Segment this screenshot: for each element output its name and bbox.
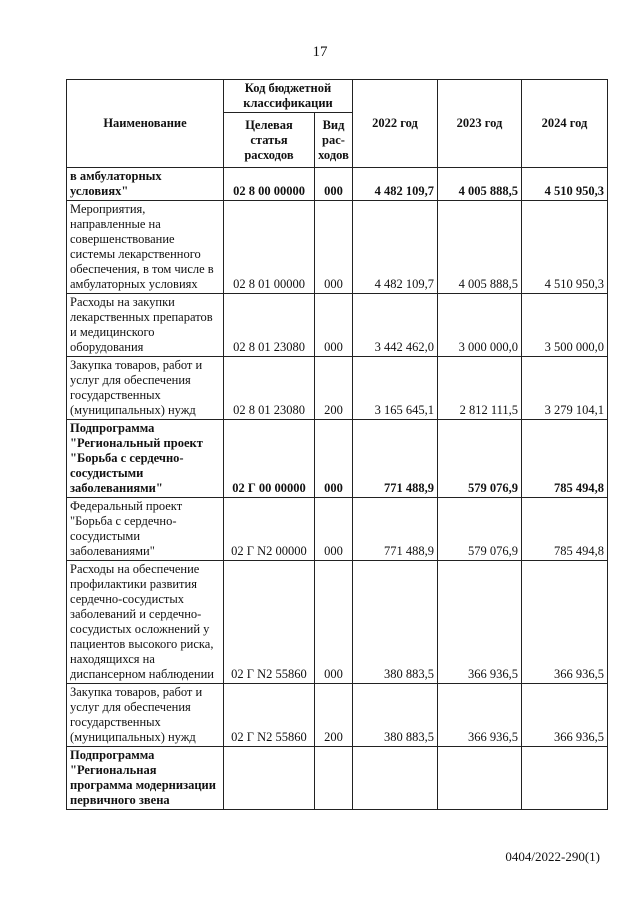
amount-2023-cell xyxy=(438,747,522,810)
amount-2023-cell: 2 812 111,5 xyxy=(438,357,522,420)
row-name-cell: Подпрограмма "Региональная программа модернизации первичного звена xyxy=(67,747,224,810)
amount-2022-cell: 3 442 462,0 xyxy=(353,294,438,357)
amount-2024-cell: 3 279 104,1 xyxy=(522,357,608,420)
amount-2022-cell: 380 883,5 xyxy=(353,684,438,747)
table-row xyxy=(67,498,608,561)
target-article-cell: 02 Г N2 00000 xyxy=(224,498,315,561)
budget-table xyxy=(66,79,608,810)
expense-kind-cell: 200 xyxy=(315,684,353,747)
header-expense-kind: Вид рас-ходов xyxy=(315,113,353,168)
header-year-2022: 2022 год xyxy=(353,80,438,168)
header-year-2024: 2024 год xyxy=(522,80,608,168)
document-code: 0404/2022-290(1) xyxy=(505,849,600,864)
expense-kind-cell xyxy=(315,747,353,810)
amount-2023-cell: 366 936,5 xyxy=(438,561,522,684)
header-target-article: Целевая статья расходов xyxy=(224,113,315,168)
table-row xyxy=(67,294,608,357)
table-row xyxy=(67,747,608,810)
row-name-cell: Закупка товаров, работ и услуг для обеспечения государственных (муниципальных) нужд xyxy=(67,684,224,747)
amount-2023-cell: 366 936,5 xyxy=(438,684,522,747)
target-article-cell: 02 8 01 23080 xyxy=(224,294,315,357)
amount-2022-cell: 4 482 109,7 xyxy=(353,201,438,294)
amount-2023-cell: 4 005 888,5 xyxy=(438,201,522,294)
amount-2022-cell: 771 488,9 xyxy=(353,420,438,498)
row-name-cell: Мероприятия, направленные на совершенствование системы лекарственного обеспечения, в том числе в амбулаторных условиях xyxy=(67,201,224,294)
target-article-cell: 02 Г 00 00000 xyxy=(224,420,315,498)
page-number: 17 xyxy=(312,44,328,60)
amount-2024-cell: 366 936,5 xyxy=(522,561,608,684)
amount-2024-cell: 3 500 000,0 xyxy=(522,294,608,357)
table-row xyxy=(67,168,608,201)
table-body xyxy=(67,168,608,810)
table-row xyxy=(67,420,608,498)
table-row xyxy=(67,684,608,747)
header-kbk: Код бюджетной классификации xyxy=(224,80,353,113)
table-row xyxy=(67,357,608,420)
expense-kind-cell: 000 xyxy=(315,561,353,684)
row-name-cell: Расходы на закупки лекарственных препаратов и медицинского оборудования xyxy=(67,294,224,357)
amount-2024-cell: 366 936,5 xyxy=(522,684,608,747)
amount-2022-cell: 380 883,5 xyxy=(353,561,438,684)
amount-2023-cell: 4 005 888,5 xyxy=(438,168,522,201)
amount-2022-cell: 4 482 109,7 xyxy=(353,168,438,201)
expense-kind-cell: 000 xyxy=(315,201,353,294)
target-article-cell: 02 Г N2 55860 xyxy=(224,561,315,684)
amount-2022-cell xyxy=(353,747,438,810)
expense-kind-cell: 200 xyxy=(315,357,353,420)
row-name-cell: в амбулаторных условиях" xyxy=(67,168,224,201)
header-name: Наименование xyxy=(67,80,224,168)
target-article-cell: 02 8 01 23080 xyxy=(224,357,315,420)
amount-2024-cell: 785 494,8 xyxy=(522,420,608,498)
amount-2023-cell: 579 076,9 xyxy=(438,498,522,561)
amount-2022-cell: 3 165 645,1 xyxy=(353,357,438,420)
amount-2022-cell: 771 488,9 xyxy=(353,498,438,561)
target-article-cell: 02 8 01 00000 xyxy=(224,201,315,294)
amount-2023-cell: 579 076,9 xyxy=(438,420,522,498)
row-name-cell: Закупка товаров, работ и услуг для обеспечения государственных (муниципальных) нужд xyxy=(67,357,224,420)
expense-kind-cell: 000 xyxy=(315,420,353,498)
target-article-cell: 02 Г N2 55860 xyxy=(224,684,315,747)
expense-kind-cell: 000 xyxy=(315,498,353,561)
amount-2024-cell: 785 494,8 xyxy=(522,498,608,561)
amount-2024-cell: 4 510 950,3 xyxy=(522,201,608,294)
target-article-cell: 02 8 00 00000 xyxy=(224,168,315,201)
amount-2023-cell: 3 000 000,0 xyxy=(438,294,522,357)
amount-2024-cell xyxy=(522,747,608,810)
expense-kind-cell: 000 xyxy=(315,168,353,201)
target-article-cell xyxy=(224,747,315,810)
row-name-cell: Расходы на обеспечение профилактики развития сердечно-сосудистых заболеваний и сердечно-сосудистых осложнений у пациентов высокого риска, находящихся на диспансерном наблюдении xyxy=(67,561,224,684)
header-year-2023: 2023 год xyxy=(438,80,522,168)
expense-kind-cell: 000 xyxy=(315,294,353,357)
row-name-cell: Федеральный проект "Борьба с сердечно-сосудистыми заболеваниями" xyxy=(67,498,224,561)
amount-2024-cell: 4 510 950,3 xyxy=(522,168,608,201)
table-row xyxy=(67,201,608,294)
row-name-cell: Подпрограмма "Региональный проект "Борьба с сердечно-сосудистыми заболеваниями" xyxy=(67,420,224,498)
table-row xyxy=(67,561,608,684)
